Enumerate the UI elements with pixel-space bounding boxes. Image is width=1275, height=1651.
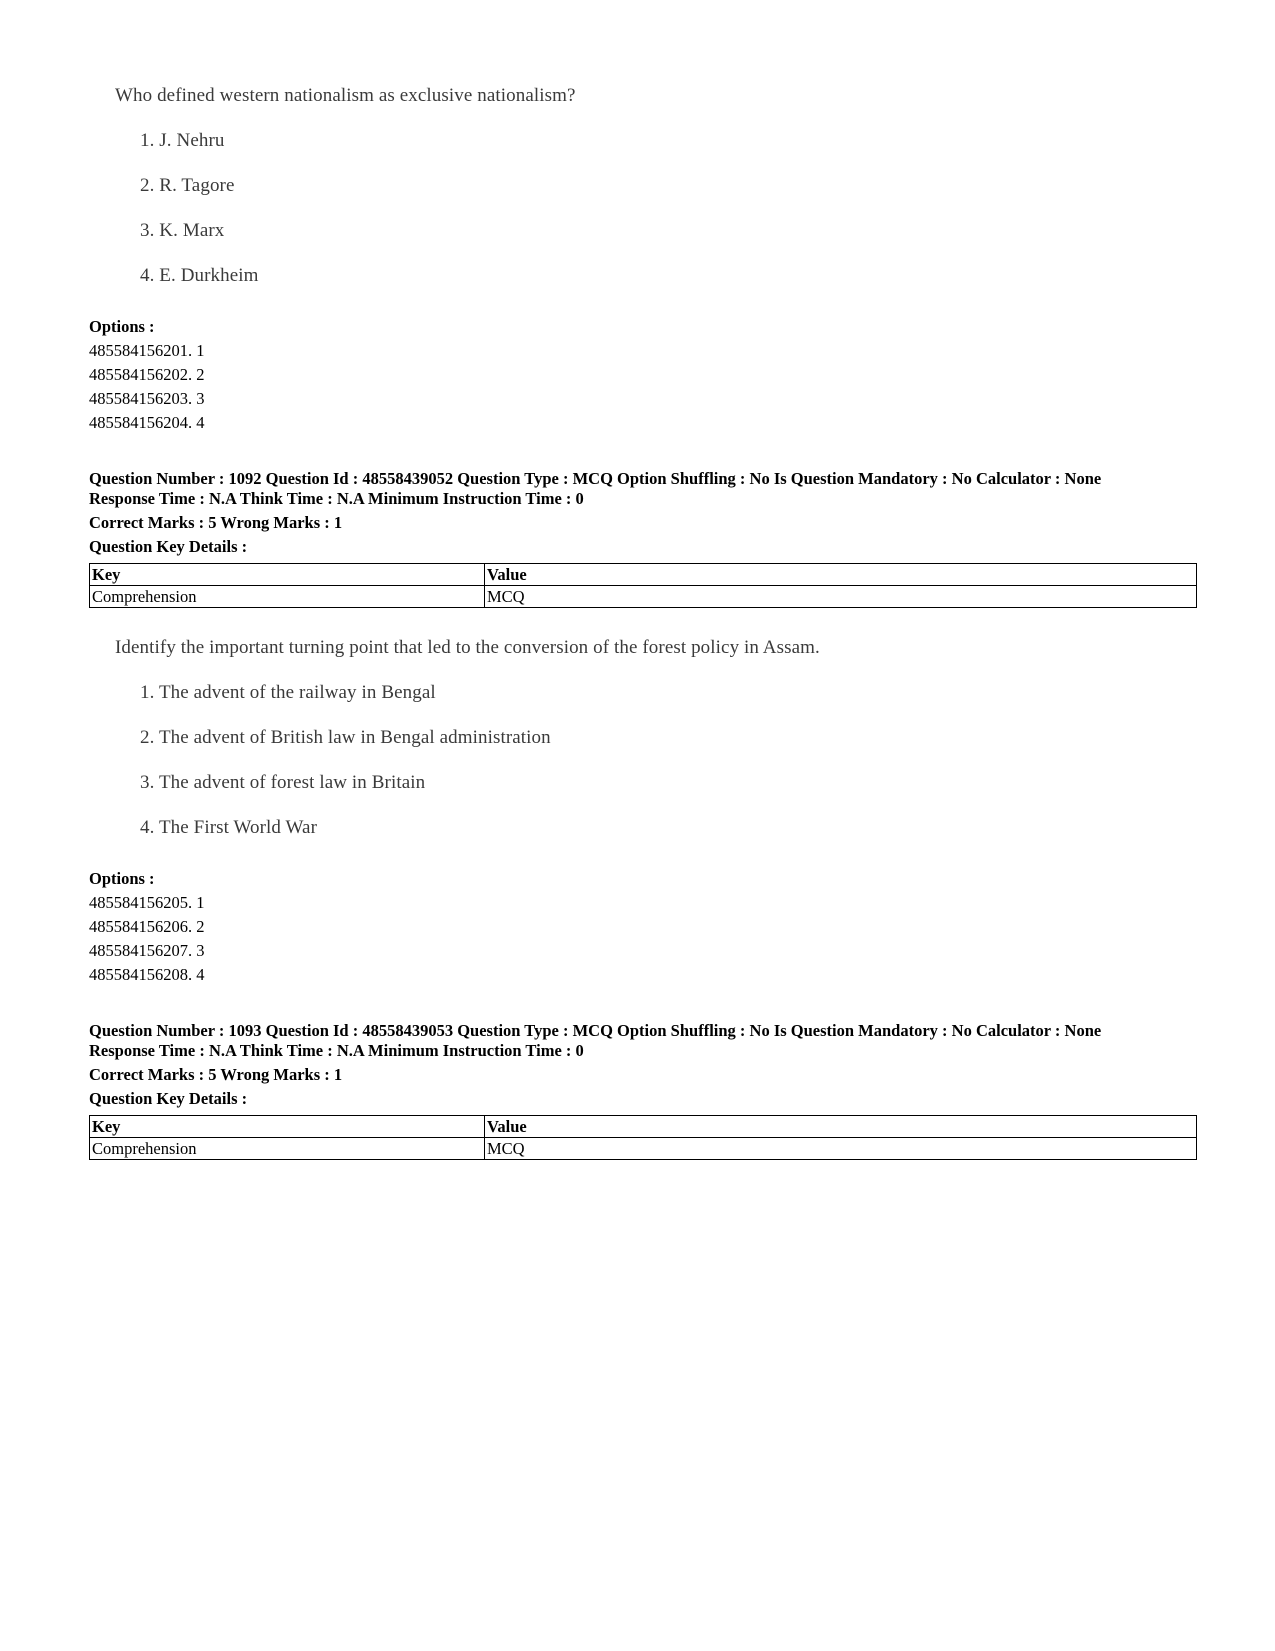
table-cell-key: Comprehension xyxy=(90,586,485,608)
question-image xyxy=(115,84,815,294)
table-cell-key: Comprehension xyxy=(90,1138,485,1160)
key-value-table xyxy=(89,563,1197,608)
choice-item: 1. The advent of the railway in Bengal xyxy=(140,682,436,703)
option-item: 485584156203. 3 xyxy=(89,389,205,408)
question-meta-line: Response Time : N.A Think Time : N.A Minimum Instruction Time : 0 xyxy=(89,1041,584,1060)
choice-item: 2. R. Tagore xyxy=(140,175,235,196)
table-header-value: Value xyxy=(485,1116,1197,1138)
choice-item: 4. E. Durkheim xyxy=(140,265,259,286)
question-text: Identify the important turning point that led to the conversion of the forest policy in Assam. xyxy=(115,637,820,658)
key-details-label: Question Key Details : xyxy=(89,1089,248,1108)
option-item: 485584156201. 1 xyxy=(89,341,205,360)
table-header-value: Value xyxy=(485,564,1197,586)
option-item: 485584156202. 2 xyxy=(89,365,205,384)
question-meta-line: Question Number : 1092 Question Id : 48558439052 Question Type : MCQ Option Shuffling : No Is Question Mandatory : No Calculator : None xyxy=(89,469,1102,488)
choice-item: 3. K. Marx xyxy=(140,220,225,241)
table-row xyxy=(90,586,1197,608)
key-details-label: Question Key Details : xyxy=(89,537,248,556)
question-meta-line: Response Time : N.A Think Time : N.A Minimum Instruction Time : 0 xyxy=(89,489,584,508)
choice-item: 1. J. Nehru xyxy=(140,130,225,151)
option-item: 485584156204. 4 xyxy=(89,413,205,432)
table-row xyxy=(90,1138,1197,1160)
choice-item: 2. The advent of British law in Bengal administration xyxy=(140,727,551,748)
table-cell-value: MCQ xyxy=(485,1138,1197,1160)
table-header-key: Key xyxy=(90,1116,485,1138)
option-item: 485584156207. 3 xyxy=(89,941,205,960)
question-image xyxy=(115,636,1015,846)
table-header-key: Key xyxy=(90,564,485,586)
option-item: 485584156208. 4 xyxy=(89,965,205,984)
choice-item: 4. The First World War xyxy=(140,817,317,838)
table-cell-value: MCQ xyxy=(485,586,1197,608)
marks-line: Correct Marks : 5 Wrong Marks : 1 xyxy=(89,1065,343,1084)
table-header-row xyxy=(90,1116,1197,1138)
key-value-table xyxy=(89,1115,1197,1160)
table-header-row xyxy=(90,564,1197,586)
options-label: Options : xyxy=(89,317,155,336)
question-text: Who defined western nationalism as exclusive nationalism? xyxy=(115,85,576,106)
option-item: 485584156205. 1 xyxy=(89,893,205,912)
options-label: Options : xyxy=(89,869,155,888)
question-meta-line: Question Number : 1093 Question Id : 48558439053 Question Type : MCQ Option Shuffling : No Is Question Mandatory : No Calculator : None xyxy=(89,1021,1102,1040)
marks-line: Correct Marks : 5 Wrong Marks : 1 xyxy=(89,513,343,532)
option-item: 485584156206. 2 xyxy=(89,917,205,936)
choice-item: 3. The advent of forest law in Britain xyxy=(140,772,426,793)
